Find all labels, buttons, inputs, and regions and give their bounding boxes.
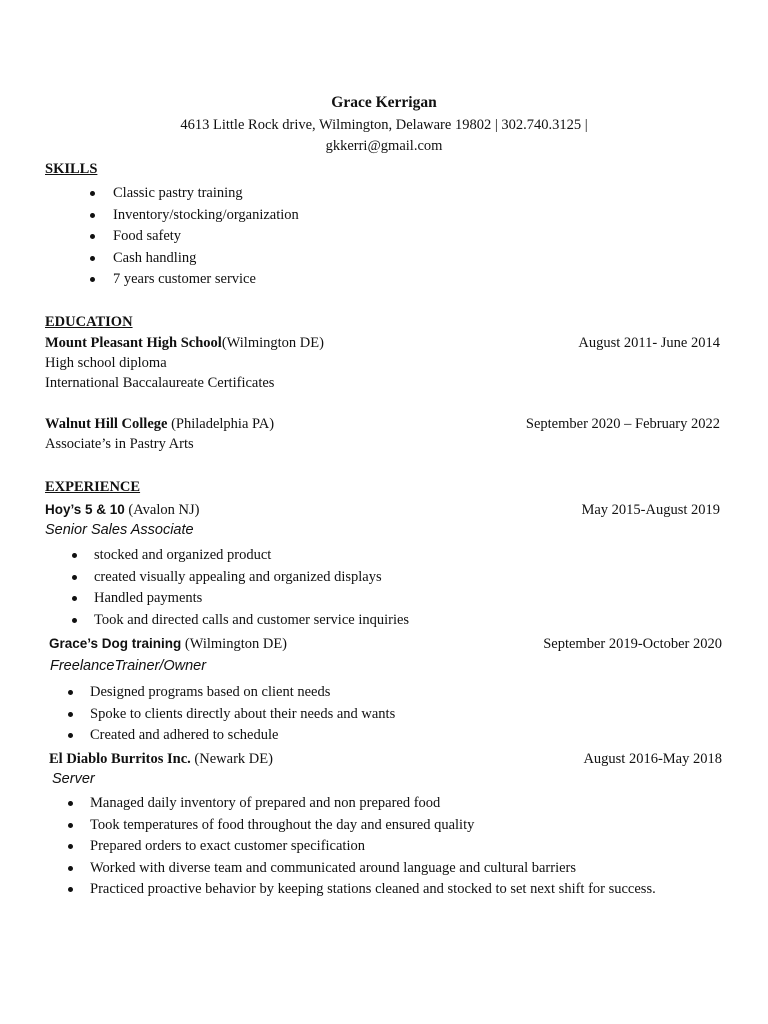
bullet-icon	[68, 733, 73, 738]
list-item: 7 years customer service	[90, 269, 299, 291]
job-dates: May 2015-August 2019	[581, 502, 720, 518]
skills-heading: SKILLS	[45, 161, 98, 177]
list-item: stocked and organized product	[72, 545, 409, 567]
contact-email: gkkerri@gmail.com	[325, 138, 443, 154]
list-item: Food safety	[90, 226, 299, 248]
education-heading: EDUCATION	[45, 314, 133, 330]
list-item: Cash handling	[90, 248, 299, 270]
bullet-icon	[90, 234, 95, 239]
resume-name: Grace Kerrigan	[331, 94, 437, 111]
bullet-icon	[68, 823, 73, 828]
bullet-icon	[90, 191, 95, 196]
school-name: Walnut Hill College	[45, 416, 168, 432]
job-employer: Hoy’s 5 & 10	[45, 502, 125, 517]
skills-list	[90, 183, 299, 291]
school-detail: Associate’s in Pastry Arts	[45, 436, 194, 452]
list-item: Managed daily inventory of prepared and non prepared food	[68, 793, 656, 815]
list-item: Worked with diverse team and communicated around language and cultural barriers	[68, 858, 656, 880]
bullet-icon	[72, 596, 77, 601]
bullet-icon	[90, 213, 95, 218]
list-item: Classic pastry training	[90, 183, 299, 205]
list-item: Created and adhered to schedule	[68, 725, 395, 747]
bullet-icon	[68, 844, 73, 849]
school-dates: August 2011- June 2014	[578, 335, 720, 351]
job-line	[49, 636, 287, 653]
list-item: Inventory/stocking/organization	[90, 205, 299, 227]
list-item: created visually appealing and organized displays	[72, 567, 409, 589]
job-location: (Wilmington DE)	[181, 636, 288, 652]
bullet-icon	[68, 887, 73, 892]
bullet-icon	[72, 575, 77, 580]
job-title: Server	[52, 771, 95, 787]
bullet-icon	[72, 553, 77, 558]
list-item: Prepared orders to exact customer specification	[68, 836, 656, 858]
bullet-icon	[90, 277, 95, 282]
school-detail: High school diploma	[45, 355, 167, 371]
list-item: Took and directed calls and customer service inquiries	[72, 610, 409, 632]
school-line	[45, 335, 324, 352]
list-item: Designed programs based on client needs	[68, 682, 395, 704]
bullet-icon	[68, 801, 73, 806]
job-employer: El Diablo Burritos Inc.	[49, 751, 191, 767]
school-location: (Philadelphia PA)	[167, 416, 275, 432]
school-name: Mount Pleasant High School	[45, 335, 222, 351]
job-dates: September 2019-October 2020	[543, 636, 722, 652]
list-item: Practiced proactive behavior by keeping stations cleaned and stocked to set next shift for success.	[68, 879, 656, 901]
list-item: Handled payments	[72, 588, 409, 610]
experience-heading: EXPERIENCE	[45, 479, 141, 495]
job-title: FreelanceTrainer/Owner	[50, 658, 207, 674]
school-detail: International Baccalaureate Certificates	[45, 375, 275, 391]
job-location: (Avalon NJ)	[124, 502, 200, 518]
bullet-icon	[68, 712, 73, 717]
job-location: (Newark DE)	[190, 751, 273, 767]
school-line	[45, 416, 274, 433]
list-item: Took temperatures of food throughout the day and ensured quality	[68, 815, 656, 837]
bullet-icon	[68, 866, 73, 871]
job-duties	[72, 545, 409, 631]
job-dates: August 2016-May 2018	[583, 751, 722, 767]
job-line	[49, 751, 273, 768]
school-location: (Wilmington DE)	[221, 335, 324, 351]
school-dates: September 2020 – February 2022	[525, 416, 720, 432]
job-line	[45, 502, 199, 519]
bullet-icon	[90, 256, 95, 261]
list-item: Spoke to clients directly about their needs and wants	[68, 704, 395, 726]
bullet-icon	[72, 618, 77, 623]
job-duties	[68, 682, 395, 747]
contact-address: 4613 Little Rock drive, Wilmington, Delaware 19802 | 302.740.3125 |	[180, 117, 588, 133]
job-duties	[68, 793, 656, 901]
job-title: Senior Sales Associate	[45, 522, 194, 538]
bullet-icon	[68, 690, 73, 695]
job-employer: Grace’s Dog training	[49, 636, 182, 651]
